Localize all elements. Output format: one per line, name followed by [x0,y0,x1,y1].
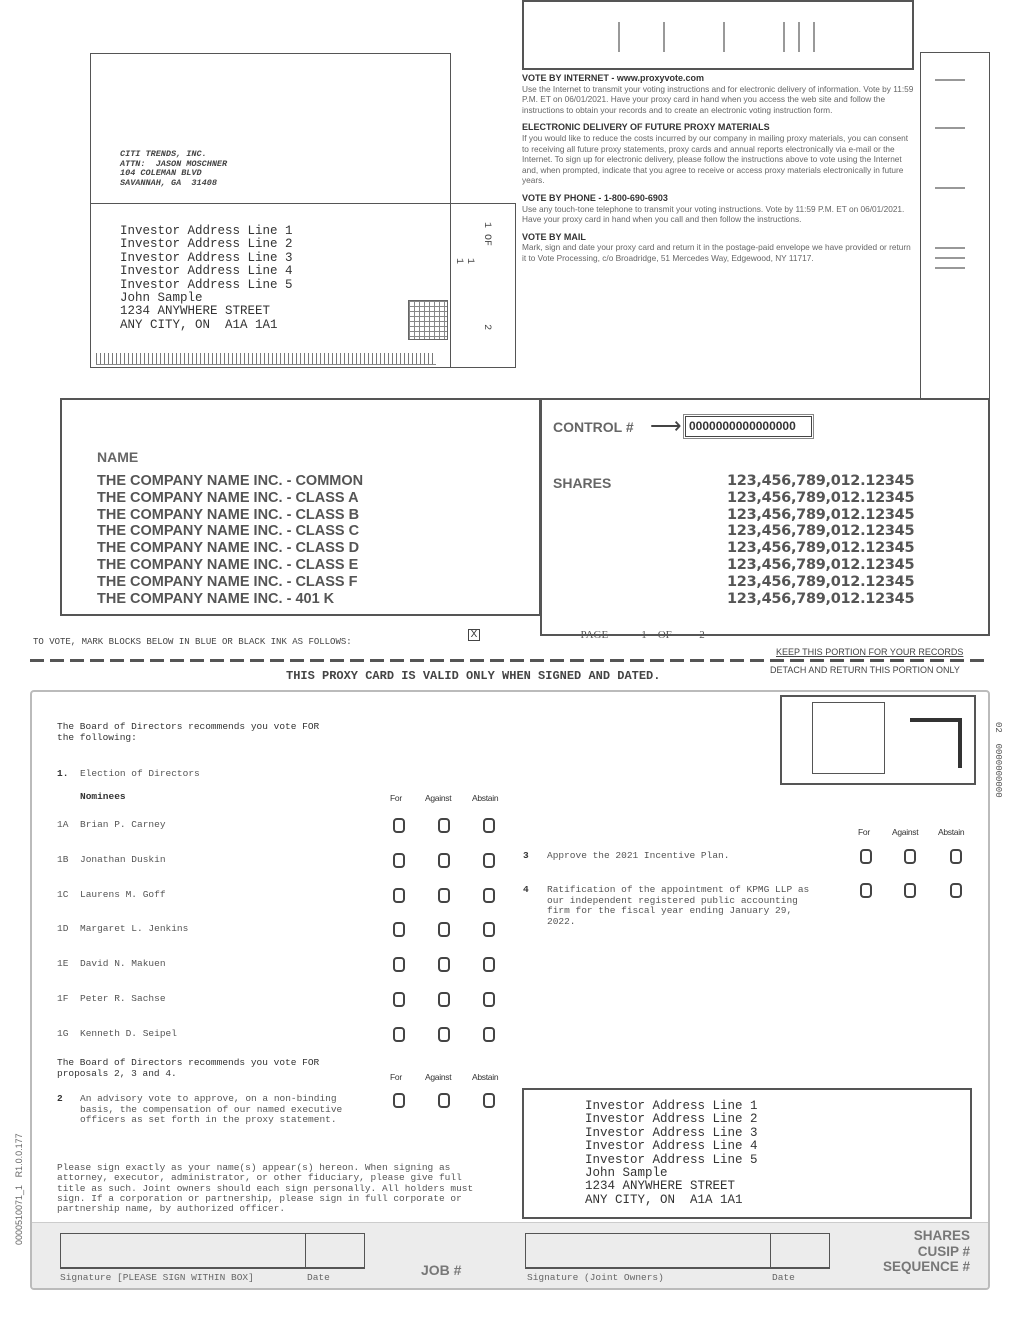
nominee-id: 1D [57,923,69,935]
share-amount: 123,456,789,012.12345 [727,489,915,506]
nominee-abstain-checkbox[interactable] [483,992,495,1007]
proposal-3-number: 3 [523,850,529,861]
company-name: THE COMPANY NAME INC. - CLASS F [97,573,358,590]
page-marker-b: 1 [464,258,475,265]
col-for: For [390,1072,402,1082]
share-amount: 123,456,789,012.12345 [727,506,915,523]
shares-label: SHARES [553,475,612,491]
company-name: THE COMPANY NAME INC. - CLASS E [97,556,359,573]
company-name: THE COMPANY NAME INC. - CLASS C [97,523,360,540]
nominee-name: Margaret L. Jenkins [80,923,189,935]
nominee-name: Jonathan Duskin [80,853,166,865]
control-number: 0000000000000000 [685,416,812,437]
col-abstain: Abstain [472,1072,499,1082]
nominee-for-checkbox[interactable] [393,992,405,1007]
company-name: THE COMPANY NAME INC. - CLASS B [97,506,360,523]
return-address: CITI TRENDS, INC. ATTN: JASON MOSCHNER 104 COLEMAN BLVD SAVANNAH, GA 31408 [120,149,228,188]
share-amount: 123,456,789,012.12345 [727,590,915,607]
proposal-2-number: 2 [57,1093,63,1104]
page-marker-total: 2 [481,324,492,331]
nominee-against-checkbox[interactable] [438,888,450,903]
nominee-against-checkbox[interactable] [438,992,450,1007]
nominee-against-checkbox[interactable] [438,853,450,868]
proposal-2-against-checkbox[interactable] [438,1093,450,1108]
nominee-against-checkbox[interactable] [438,957,450,972]
imb-barcode-icon [96,353,436,365]
shares-code-label: SHARES [913,1228,970,1243]
electronic-delivery-body: If you would like to reduce the costs incurred by our company in mailing proxy materials, you can consent to receiving all future proxy statements, proxy cards and annual reports electronically via e-mail or the Internet. To sign up for electronic delivery, please follow the instructions above to vote using the Internet and, when prompted, indicate that you agree to receive or access proxy materials electronically in future years. [522,132,908,186]
company-name: THE COMPANY NAME INC. - CLASS D [97,540,360,557]
vote-phone-section [522,193,917,225]
scan-square-icon [812,702,885,774]
company-names [97,473,363,607]
col-for: For [858,827,870,837]
investor-address: Investor Address Line 1 Investor Address Line 2 Investor Address Line 3 Investor Address Line 4 Investor Address Line 5 John Sample 1234 ANYWHERE STREET ANY CITY, ON A1A 1A1 [120,224,293,332]
company-name: THE COMPANY NAME INC. - 401 K [97,590,335,607]
control-label: CONTROL # [553,419,634,435]
share-amount: 123,456,789,012.12345 [727,556,915,573]
signing-instructions: Please sign exactly as your name(s) appear(s) hereon. When signing as attorney, executor, administrator, or other fiduciary, please give full title as such. Joint owners should each sign personally. All holders must sign. If a corporation or partnership, please sign in full corporate or partnership name, by authorized officer. [57,1162,474,1215]
share-amount: 123,456,789,012.12345 [727,523,915,540]
electronic-delivery-section [522,122,917,186]
page-marker-c: 1 [453,258,464,265]
date-field[interactable] [305,1233,365,1269]
proposal-4-for-checkbox[interactable] [860,883,872,898]
item1-title: Election of Directors [80,768,200,779]
share-amount: 123,456,789,012.12345 [727,540,915,557]
nominee-for-checkbox[interactable] [393,957,405,972]
page-marker [481,222,492,330]
detach-line[interactable] [30,659,990,662]
nominee-id: 1B [57,853,69,865]
page-label: PAGE [580,629,609,641]
job-label: JOB # [421,1262,462,1278]
company-name: THE COMPANY NAME INC. - CLASS A [97,489,359,506]
nominee-abstain-checkbox[interactable] [483,1027,495,1042]
item1-number: 1. [57,768,69,779]
electronic-delivery-title: ELECTRONIC DELIVERY OF FUTURE PROXY MATERIALS [522,122,770,133]
joint-signature-label: Signature (Joint Owners) [527,1272,664,1283]
nominee-name: Brian P. Carney [80,819,166,830]
valid-notice: THIS PROXY CARD IS VALID ONLY WHEN SIGNED AND DATED. [286,669,661,683]
col-abstain: Abstain [938,827,965,837]
company-name: THE COMPANY NAME INC. - COMMON [97,473,364,489]
signature-label: Signature [PLEASE SIGN WITHIN BOX] [60,1272,254,1283]
joint-date-field[interactable] [770,1233,830,1269]
proposal-3-against-checkbox[interactable] [904,849,916,864]
vote-phone-body: Use any touch-tone telephone to transmit your voting instructions. Vote by 11:59 P.M. ET on 06/01/2021. Have your proxy card in hand when you call and then follow the instructions. [522,203,905,225]
nominee-against-checkbox[interactable] [438,922,450,937]
share-amounts [727,473,914,607]
vote-mail-title: VOTE BY MAIL [522,231,586,242]
2d-barcode-icon [408,300,448,340]
nominee-id: 1A [57,819,69,830]
recommend-text-2: The Board of Directors recommends you vote FOR proposals 2, 3 and 4. [57,1057,320,1079]
nominee-against-checkbox[interactable] [438,1027,450,1042]
col-abstain: Abstain [472,793,499,803]
col-against: Against [892,827,919,837]
proposal-2-text: An advisory vote to approve, on a non-binding basis, the compensation of our named executive officers as set forth in the proxy statement. [80,1093,343,1125]
nominees-label: Nominees [80,791,126,802]
vote-internet-section [522,73,917,115]
detach-label: DETACH AND RETURN THIS PORTION ONLY [770,665,960,675]
proposal-4-text: Ratification of the appointment of KPMG LLP as our independent registered public accounting firm for the fiscal year ending January 29, 2022. [547,884,810,927]
nominee-abstain-checkbox[interactable] [483,818,495,833]
proposal-4-abstain-checkbox[interactable] [950,883,962,898]
barcode-icon [524,2,912,68]
page-marker-num: 1 [481,222,492,229]
share-amount: 123,456,789,012.12345 [727,573,915,590]
nominee-name: David N. Makuen [80,958,166,970]
nominee-abstain-checkbox[interactable] [483,853,495,868]
card-investor-address: Investor Address Line 1 Investor Address Line 2 Investor Address Line 3 Investor Address Line 4 Investor Address Line 5 John Sample 1234 ANYWHERE STREET ANY CITY, ON A1A 1A1 [585,1099,758,1207]
nominee-abstain-checkbox[interactable] [483,922,495,937]
voting-instructions [522,73,917,271]
nominee-against-checkbox[interactable] [438,818,450,833]
timing-marks-icon [921,53,988,397]
joint-date-label: Date [772,1272,795,1283]
keep-portion-label: KEEP THIS PORTION FOR YOUR RECORDS [776,647,964,657]
proposal-4-against-checkbox[interactable] [904,883,916,898]
vote-mail-body: Mark, sign and date your proxy card and return it in the postage-paid envelope we have provided or return it to Vote Processing, c/o Broadridge, 51 Mercedes Way, Edgewood, NY 11717. [522,242,911,263]
footer-codes [840,1228,970,1275]
proposal-2-abstain-checkbox[interactable] [483,1093,495,1108]
page-marker-side [453,258,475,264]
nominee-id: 1C [57,888,69,900]
mark-example-box: X [468,629,480,641]
vote-internet-title: VOTE BY INTERNET - www.proxyvote.com [522,73,705,83]
right-mark-strip [920,52,990,399]
recommend-text-1: The Board of Directors recommends you vote FOR the following: [57,721,320,743]
col-for: For [390,793,402,803]
share-amount: 123,456,789,012.12345 [727,473,915,489]
nominee-id: 1F [57,993,69,1004]
page-total: 2 [699,629,705,641]
proposal-3-text: Approve the 2021 Incentive Plan. [547,850,730,861]
arrow-right-icon: ⟶ [650,413,682,438]
nominee-for-checkbox[interactable] [393,853,405,868]
nominee-for-checkbox[interactable] [393,888,405,903]
page-number: 1 [641,629,647,641]
proposal-3-for-checkbox[interactable] [860,849,872,864]
right-code: 02 0000000000 [993,722,1003,798]
signature-field[interactable] [60,1233,306,1269]
nominee-for-checkbox[interactable] [393,922,405,937]
nominee-for-checkbox[interactable] [393,818,405,833]
nominee-id: 1G [57,1027,69,1039]
vote-internet-body: Use the Internet to transmit your voting instructions and for electronic delivery of information. Vote by 11:59 P.M. ET on 06/01/2021. Have your proxy card in hand when you access the web site and follow the instructions to obtain your records and to create an electronic voting instruction form. [522,83,914,115]
col-against: Against [425,793,452,803]
nominee-id: 1E [57,958,69,970]
side-code: 0000510071_1 R1.0.0.177 [14,1133,24,1245]
proposal-2-for-checkbox[interactable] [393,1093,405,1108]
name-label: NAME [97,449,139,465]
nominee-name: Laurens M. Goff [80,888,166,900]
nominee-abstain-checkbox[interactable] [483,957,495,972]
nominee-name: Peter R. Sachse [80,993,166,1004]
vote-phone-title: VOTE BY PHONE - 1-800-690-6903 [522,192,668,203]
joint-signature-field[interactable] [525,1233,771,1269]
nominee-abstain-checkbox[interactable] [483,888,495,903]
col-against: Against [425,1072,452,1082]
mark-instructions: TO VOTE, MARK BLOCKS BELOW IN BLUE OR BLACK INK AS FOLLOWS: [33,637,352,647]
date-label: Date [307,1272,330,1283]
page-marker-of: OF [481,234,492,247]
postnet-barcode-box [522,0,914,70]
cusip-label: CUSIP # [917,1243,970,1259]
corner-mark-icon [910,718,962,768]
nominee-for-checkbox[interactable] [393,1027,405,1042]
nominee-name: Kenneth D. Seipel [80,1027,177,1039]
page-indicator [575,617,705,641]
vote-mail-section [522,232,917,264]
page-of: OF [657,629,672,641]
sequence-label: SEQUENCE # [882,1259,970,1274]
proposal-4-number: 4 [523,884,529,895]
proposal-3-abstain-checkbox[interactable] [950,849,962,864]
